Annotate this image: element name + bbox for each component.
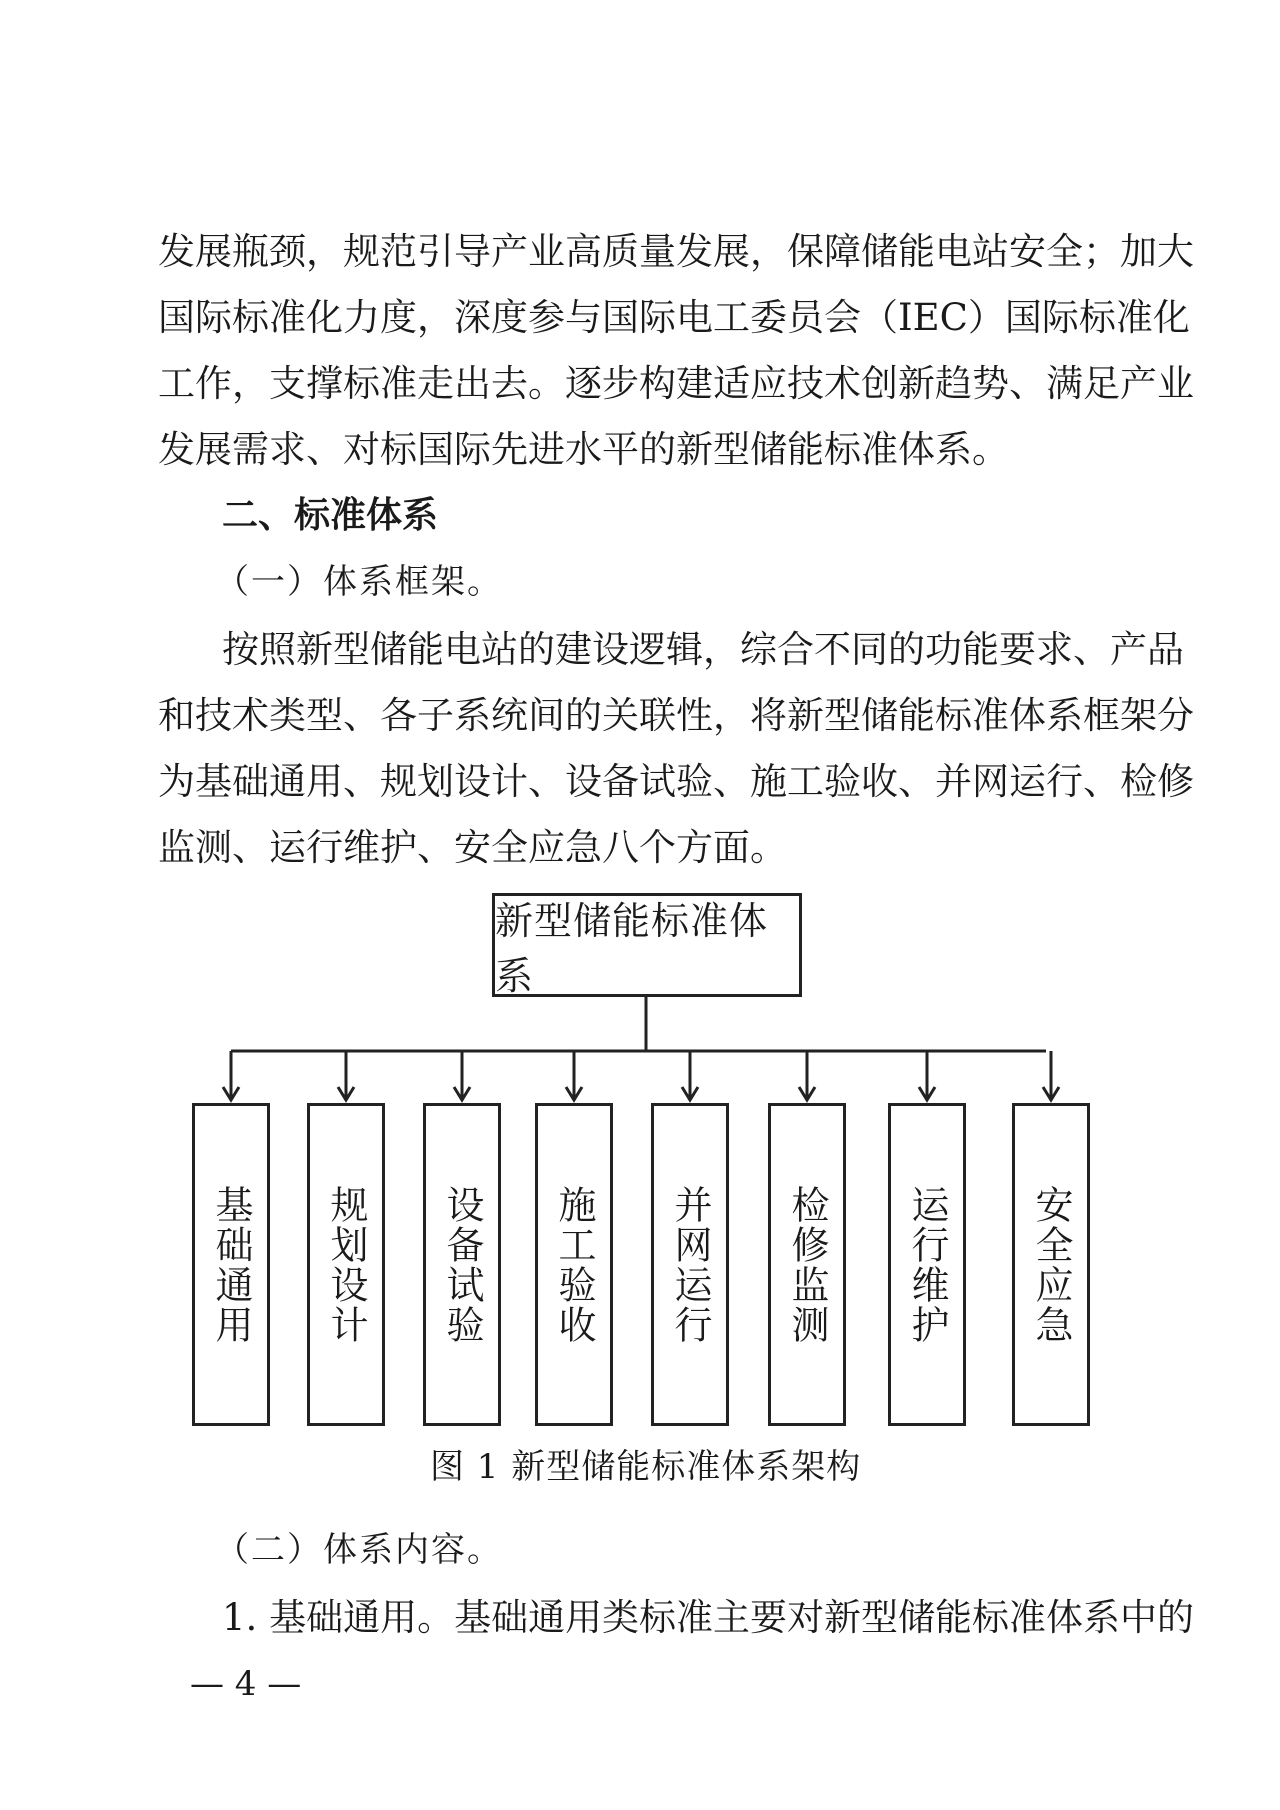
paragraph-line: 1. 基础通用。基础通用类标准主要对新型储能标准体系中的	[222, 1596, 1195, 1639]
child-node-label: 设备试验	[440, 1184, 484, 1345]
paragraph-line: 国际标准化力度，深度参与国际电工委员会（IEC）国际标准化	[158, 296, 1190, 339]
paragraph-line: 按照新型储能电站的建设逻辑，综合不同的功能要求、产品	[222, 628, 1184, 671]
child-node-equipment-test	[423, 1103, 501, 1426]
paragraph-line: 工作，支撑标准走出去。逐步构建适应技术创新趋势、满足产业	[158, 362, 1194, 405]
child-node-planning-design	[307, 1103, 385, 1426]
subheading-framework: （一）体系框架。	[215, 562, 503, 602]
child-node-label: 安全应急	[1029, 1184, 1073, 1345]
child-node-operation-maintenance	[888, 1103, 966, 1426]
child-node-label: 检修监测	[785, 1184, 829, 1345]
child-node-grid-operation	[651, 1103, 729, 1426]
child-node-maintenance-monitoring	[768, 1103, 846, 1426]
paragraph-line: 和技术类型、各子系统间的关联性，将新型储能标准体系框架分	[158, 694, 1194, 737]
child-node-basic-general	[192, 1103, 270, 1426]
paragraph-line: 发展需求、对标国际先进水平的新型储能标准体系。	[158, 428, 1009, 471]
root-node: 新型储能标准体系	[492, 893, 802, 997]
child-node-label: 并网运行	[668, 1184, 712, 1345]
child-node-label: 施工验收	[552, 1184, 596, 1345]
subheading-content: （二）体系内容。	[215, 1530, 503, 1570]
section-heading: 二、标准体系	[222, 495, 439, 536]
child-node-safety-emergency	[1012, 1103, 1090, 1426]
paragraph-line: 监测、运行维护、安全应急八个方面。	[158, 826, 787, 869]
paragraph-line: 发展瓶颈，规范引导产业高质量发展，保障储能电站安全；加大	[158, 230, 1194, 273]
child-node-label: 基础通用	[209, 1184, 253, 1345]
figure-caption: 图 1 新型储能标准体系架构	[430, 1447, 862, 1487]
child-node-construction-acceptance	[535, 1103, 613, 1426]
page-number: — 4 —	[190, 1664, 302, 1704]
child-node-label: 规划设计	[324, 1184, 368, 1345]
child-node-label: 运行维护	[905, 1184, 949, 1345]
paragraph-line: 为基础通用、规划设计、设备试验、施工验收、并网运行、检修	[158, 760, 1194, 803]
